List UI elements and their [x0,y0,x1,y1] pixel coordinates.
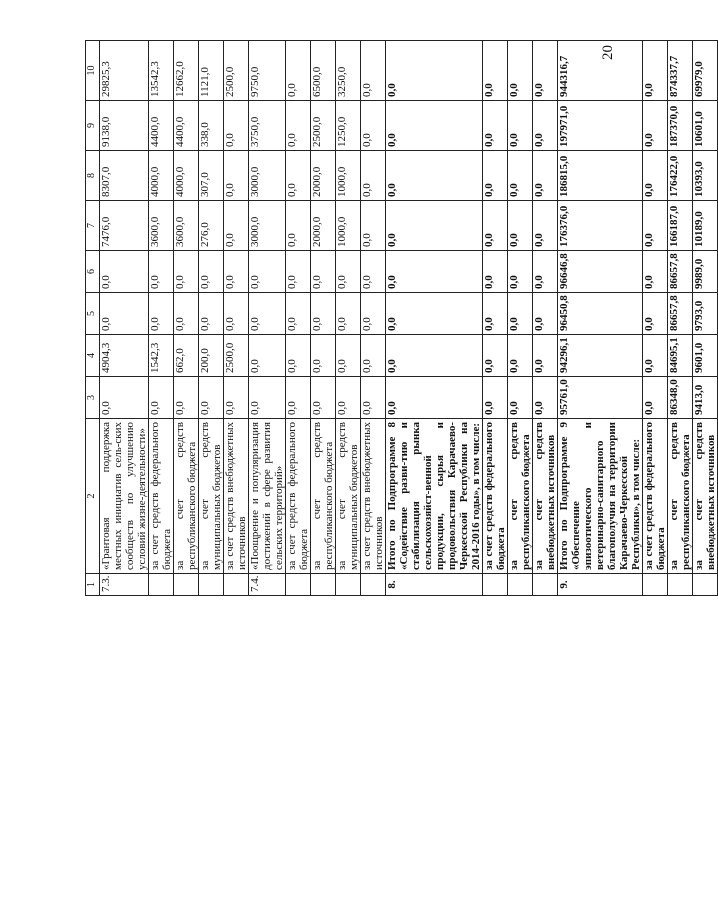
value-cell: 2000,0 [311,201,336,251]
table-row [558,41,643,596]
value-cell: 0,0 [174,293,199,335]
value-cell: 0,0 [533,151,558,201]
value-cell: 3250,0 [336,41,361,101]
value-cell: 0,0 [286,101,311,151]
value-cell: 0,0 [533,251,558,293]
table-row [693,41,718,596]
value-cell: 0,0 [311,251,336,293]
value-cell: 0,0 [286,293,311,335]
header-cell: 2 [86,419,100,574]
row-description-cell: «Грантовая поддержка местных инициатив сель-ских сообществ по улучшению условий жизне-деятельности» [100,419,149,574]
value-cell: 0,0 [483,251,508,293]
value-cell: 0,0 [508,41,533,101]
value-cell: 94296,1 [558,335,643,377]
value-cell: 0,0 [286,251,311,293]
header-cell: 1 [86,574,100,596]
value-cell: 69979,0 [693,41,718,101]
row-description-cell: «Поощрение и популяризация достижений в сфере развития сельских территорий» [249,419,286,574]
row-description-cell: за счет средств федерального бюджета [643,419,668,574]
value-cell: 9413,0 [693,377,718,419]
row-number-cell [483,574,508,596]
row-description-cell: Итого по Подпрограмме 9 «Обеспечение эпизоотического и ветеринарно-санитарного благополучия на территории Карачаево-Черкесской Республики», в том числе: [558,419,643,574]
value-cell: 0,0 [508,335,533,377]
row-number-cell: 8. [386,574,483,596]
header-cell: 3 [86,377,100,419]
table-row [286,41,311,596]
budget-table [85,40,718,596]
value-cell: 0,0 [533,293,558,335]
value-cell: 187370,0 [668,101,693,151]
header-cell: 10 [86,41,100,101]
value-cell: 0,0 [533,101,558,151]
row-number-cell: 7.3. [100,574,149,596]
value-cell: 0,0 [224,293,249,335]
value-cell: 0,0 [249,293,286,335]
value-cell: 1250,0 [336,101,361,151]
row-description-cell: за счет средств муниципальных бюджетов [199,419,224,574]
value-cell: 0,0 [386,251,483,293]
value-cell: 4000,0 [149,151,174,201]
value-cell: 96646,8 [558,251,643,293]
value-cell: 0,0 [199,251,224,293]
row-description-cell: за счет средств внебюджетных источников [693,419,718,574]
value-cell: 0,0 [508,101,533,151]
value-cell: 0,0 [336,251,361,293]
value-cell: 0,0 [286,335,311,377]
value-cell: 86657,8 [668,251,693,293]
value-cell: 0,0 [386,151,483,201]
row-description-cell: за счет средств внебюджетных источников [533,419,558,574]
header-cell: 4 [86,335,100,377]
value-cell: 0,0 [643,151,668,201]
value-cell: 0,0 [643,251,668,293]
value-cell: 0,0 [311,335,336,377]
row-number-cell [336,574,361,596]
row-description-cell: за счет средств федерального бюджета [149,419,174,574]
value-cell: 0,0 [483,335,508,377]
header-cell: 9 [86,101,100,151]
value-cell: 186815,0 [558,151,643,201]
value-cell: 2500,0 [224,335,249,377]
value-cell: 29825,3 [100,41,149,101]
row-number-cell [224,574,249,596]
value-cell: 0,0 [286,151,311,201]
value-cell: 0,0 [336,293,361,335]
value-cell: 2500,0 [311,101,336,151]
value-cell: 10189,0 [693,201,718,251]
row-description-cell: за счет средств муниципальных бюджетов [336,419,361,574]
value-cell: 0,0 [483,377,508,419]
value-cell: 0,0 [483,151,508,201]
value-cell: 9793,0 [693,293,718,335]
header-cell: 6 [86,251,100,293]
row-description-cell: за счет средств республиканского бюджета [174,419,199,574]
table-row [311,41,336,596]
value-cell: 0,0 [199,377,224,419]
value-cell: 0,0 [224,101,249,151]
value-cell: 0,0 [174,377,199,419]
row-number-cell [508,574,533,596]
row-description-cell: за счет средств республиканского бюджета [508,419,533,574]
value-cell: 0,0 [286,41,311,101]
value-cell: 0,0 [483,101,508,151]
value-cell: 0,0 [386,377,483,419]
value-cell: 0,0 [386,293,483,335]
value-cell: 4904,3 [100,335,149,377]
value-cell: 9989,0 [693,251,718,293]
value-cell: 0,0 [533,41,558,101]
row-description-cell: за счет средств внебюджетных источников [361,419,386,574]
row-number-cell [149,574,174,596]
value-cell: 86348,0 [668,377,693,419]
value-cell: 0,0 [643,335,668,377]
value-cell: 4000,0 [174,151,199,201]
value-cell: 0,0 [199,293,224,335]
value-cell: 7476,0 [100,201,149,251]
value-cell: 0,0 [508,201,533,251]
value-cell: 0,0 [224,377,249,419]
budget-table-sheet [85,41,717,596]
row-description-cell: Итого по Подпрограмме 8 «Содействие разви-тию и стабилизация рынка сельскохозяйст-венной продукции, сырья и продовольствия Карачаево-Черкесской Республики на 2014-2016 годы», в том числе: [386,419,483,574]
value-cell: 0,0 [361,101,386,151]
value-cell: 874337,7 [668,41,693,101]
value-cell: 0,0 [508,151,533,201]
value-cell: 96450,8 [558,293,643,335]
header-cell: 5 [86,293,100,335]
value-cell: 0,0 [361,377,386,419]
value-cell: 0,0 [249,335,286,377]
row-number-cell [693,574,718,596]
table-row [199,41,224,596]
value-cell: 9750,0 [249,41,286,101]
value-cell: 0,0 [361,151,386,201]
row-number-cell [668,574,693,596]
value-cell: 0,0 [361,251,386,293]
value-cell: 0,0 [311,293,336,335]
value-cell: 166187,0 [668,201,693,251]
value-cell: 3000,0 [249,151,286,201]
value-cell: 0,0 [483,41,508,101]
table-row [174,41,199,596]
value-cell: 0,0 [311,377,336,419]
value-cell: 200,0 [199,335,224,377]
value-cell: 2000,0 [311,151,336,201]
value-cell: 3600,0 [174,201,199,251]
value-cell: 0,0 [224,151,249,201]
value-cell: 0,0 [336,335,361,377]
value-cell: 9601,0 [693,335,718,377]
value-cell: 307,0 [199,151,224,201]
value-cell: 0,0 [483,293,508,335]
value-cell: 0,0 [361,201,386,251]
row-number-cell: 7.4. [249,574,286,596]
value-cell: 0,0 [286,201,311,251]
value-cell: 0,0 [361,41,386,101]
table-row [643,41,668,596]
value-cell: 0,0 [249,377,286,419]
header-cell: 7 [86,201,100,251]
value-cell: 0,0 [224,251,249,293]
row-number-cell [361,574,386,596]
row-number-cell [174,574,199,596]
value-cell: 0,0 [533,201,558,251]
value-cell: 9138,0 [100,101,149,151]
value-cell: 0,0 [100,377,149,419]
table-row [533,41,558,596]
value-cell: 0,0 [224,201,249,251]
value-cell: 197971,0 [558,101,643,151]
value-cell: 0,0 [249,251,286,293]
table-row [668,41,693,596]
row-description-cell: за счет средств федерального бюджета [286,419,311,574]
value-cell: 0,0 [336,377,361,419]
table-row [224,41,249,596]
value-cell: 0,0 [508,293,533,335]
value-cell: 0,0 [386,101,483,151]
value-cell: 0,0 [149,293,174,335]
value-cell: 0,0 [149,377,174,419]
value-cell: 0,0 [386,41,483,101]
table-row [249,41,286,596]
value-cell: 944316,7 [558,41,643,101]
row-number-cell: 9. [558,574,643,596]
value-cell: 10393,0 [693,151,718,201]
value-cell: 0,0 [149,251,174,293]
value-cell: 0,0 [386,335,483,377]
value-cell: 84695,1 [668,335,693,377]
value-cell: 4400,0 [174,101,199,151]
table-row [149,41,174,596]
table-row [100,41,149,596]
table-row [361,41,386,596]
value-cell: 0,0 [361,335,386,377]
value-cell: 3000,0 [249,201,286,251]
table-row [336,41,361,596]
row-number-cell [311,574,336,596]
value-cell: 662,0 [174,335,199,377]
value-cell: 1121,0 [199,41,224,101]
value-cell: 0,0 [643,377,668,419]
value-cell: 0,0 [643,201,668,251]
value-cell: 86657,8 [668,293,693,335]
value-cell: 176422,0 [668,151,693,201]
value-cell: 0,0 [100,293,149,335]
row-description-cell: за счет средств внебюджетных источников [224,419,249,574]
value-cell: 10601,0 [693,101,718,151]
value-cell: 3750,0 [249,101,286,151]
value-cell: 0,0 [533,377,558,419]
table-row [386,41,483,596]
value-cell: 95761,0 [558,377,643,419]
table-row [483,41,508,596]
value-cell: 0,0 [643,101,668,151]
row-number-cell [199,574,224,596]
value-cell: 0,0 [386,201,483,251]
header-row [86,41,100,596]
value-cell: 1542,3 [149,335,174,377]
value-cell: 6500,0 [311,41,336,101]
value-cell: 0,0 [643,41,668,101]
value-cell: 0,0 [286,377,311,419]
page-number: 20 [600,45,616,60]
value-cell: 0,0 [533,335,558,377]
value-cell: 0,0 [643,293,668,335]
value-cell: 0,0 [100,251,149,293]
value-cell: 2500,0 [224,41,249,101]
value-cell: 338,0 [199,101,224,151]
value-cell: 13542,3 [149,41,174,101]
value-cell: 0,0 [361,293,386,335]
row-number-cell [643,574,668,596]
value-cell: 3600,0 [149,201,174,251]
value-cell: 0,0 [174,251,199,293]
value-cell: 0,0 [483,201,508,251]
value-cell: 176376,0 [558,201,643,251]
table-row [508,41,533,596]
row-number-cell [286,574,311,596]
row-description-cell: за счет средств республиканского бюджета [311,419,336,574]
value-cell: 0,0 [508,377,533,419]
value-cell: 0,0 [508,251,533,293]
value-cell: 8307,0 [100,151,149,201]
value-cell: 1000,0 [336,201,361,251]
row-description-cell: за счет средств республиканского бюджета [668,419,693,574]
header-cell: 8 [86,151,100,201]
row-number-cell [533,574,558,596]
value-cell: 4400,0 [149,101,174,151]
row-description-cell: за счет средств федерального бюджета [483,419,508,574]
value-cell: 12662,0 [174,41,199,101]
value-cell: 276,0 [199,201,224,251]
value-cell: 1000,0 [336,151,361,201]
